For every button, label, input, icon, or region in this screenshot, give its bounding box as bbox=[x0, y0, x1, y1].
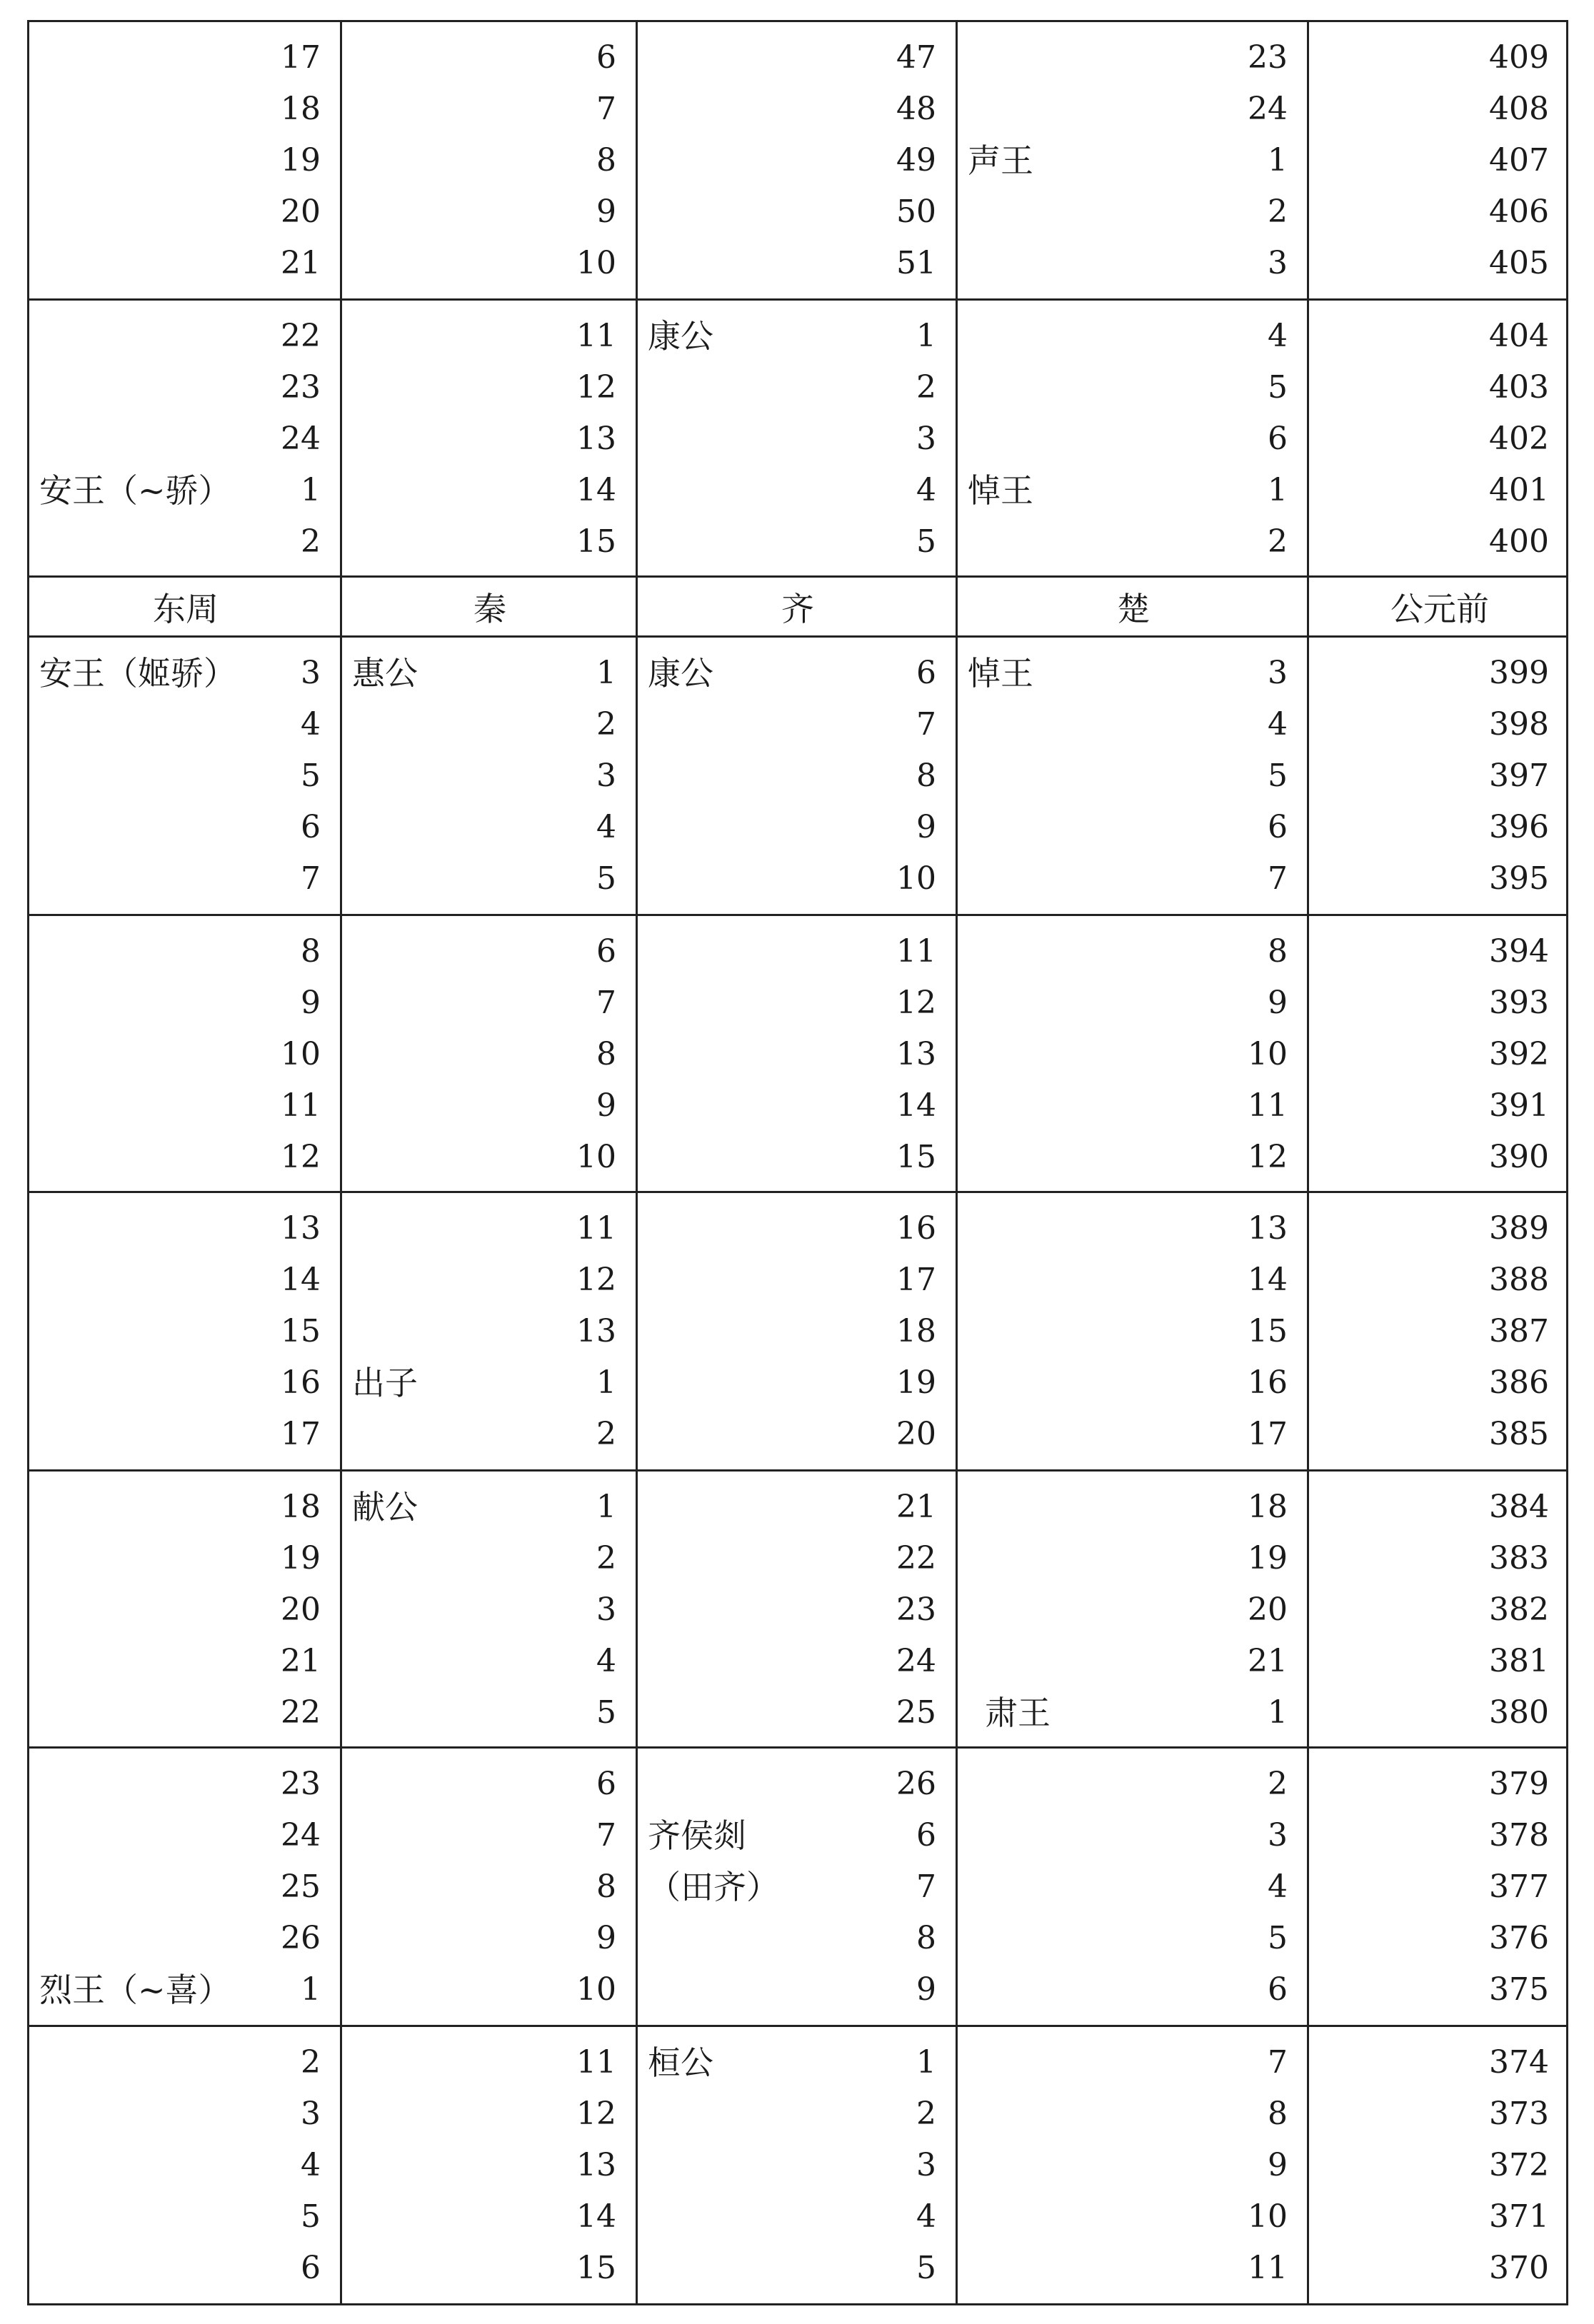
reign-year-cell: 1 bbox=[301, 472, 321, 508]
column-divider bbox=[1307, 1749, 1309, 2025]
bce-year-cell: 398 bbox=[1489, 706, 1549, 743]
bce-year-cell: 376 bbox=[1489, 1920, 1549, 1956]
bce-year-cell: 373 bbox=[1489, 2096, 1549, 2132]
reign-year-cell: 10 bbox=[576, 245, 616, 281]
bce-year-cell: 395 bbox=[1489, 860, 1549, 897]
reign-year-cell: 14 bbox=[1248, 1262, 1288, 1298]
reign-year-cell: 2 bbox=[596, 1416, 616, 1452]
reign-year-cell: 24 bbox=[896, 1643, 936, 1679]
bce-year-cell: 404 bbox=[1489, 318, 1549, 354]
column-divider bbox=[340, 1193, 342, 1469]
column-divider bbox=[636, 1472, 638, 1746]
reign-year-cell: 8 bbox=[596, 1868, 616, 1905]
reign-year-cell: 8 bbox=[1268, 2096, 1288, 2132]
reign-year-cell: 5 bbox=[1268, 758, 1288, 794]
reign-year-cell: 13 bbox=[576, 421, 616, 457]
reign-year-cell: 11 bbox=[1248, 1087, 1288, 1124]
reign-year-cell: 9 bbox=[916, 1971, 936, 2008]
column-divider bbox=[636, 638, 638, 914]
reign-year-cell: 12 bbox=[281, 1139, 321, 1175]
reign-year-cell: 5 bbox=[596, 860, 616, 897]
bce-year-cell: 386 bbox=[1489, 1364, 1549, 1401]
reign-year-cell: 11 bbox=[576, 1210, 616, 1247]
column-divider bbox=[340, 916, 342, 1191]
table-row-group bbox=[27, 914, 1568, 1193]
reign-year-cell: 14 bbox=[576, 472, 616, 508]
bce-year-cell: 399 bbox=[1489, 655, 1549, 691]
reign-name-label: 悼王 bbox=[968, 471, 1033, 510]
reign-year-cell: 1 bbox=[916, 318, 936, 354]
reign-year-cell: 7 bbox=[1268, 860, 1288, 897]
bce-year-cell: 374 bbox=[1489, 2044, 1549, 2081]
reign-name-label: （田齐） bbox=[648, 1868, 779, 1906]
bce-year-cell: 408 bbox=[1489, 91, 1549, 127]
reign-year-cell: 11 bbox=[576, 2044, 616, 2081]
reign-year-cell: 6 bbox=[596, 1766, 616, 1802]
reign-year-cell: 17 bbox=[896, 1262, 936, 1298]
reign-year-cell: 13 bbox=[576, 1313, 616, 1349]
reign-year-cell: 23 bbox=[281, 369, 321, 406]
bce-year-cell: 391 bbox=[1489, 1087, 1549, 1124]
reign-year-cell: 9 bbox=[916, 809, 936, 845]
reign-year-cell: 5 bbox=[596, 1694, 616, 1731]
reign-year-cell: 13 bbox=[896, 1036, 936, 1072]
column-divider bbox=[956, 916, 958, 1191]
table-row-group bbox=[27, 1746, 1568, 2027]
reign-year-cell: 1 bbox=[1268, 142, 1288, 178]
reign-year-cell: 6 bbox=[596, 933, 616, 970]
reign-year-cell: 1 bbox=[301, 1971, 321, 2008]
reign-year-cell: 19 bbox=[281, 1540, 321, 1576]
reign-name-label: 烈王（~喜） bbox=[39, 1971, 231, 2009]
reign-year-cell: 3 bbox=[596, 758, 616, 794]
reign-year-cell: 48 bbox=[896, 91, 936, 127]
reign-year-cell: 20 bbox=[896, 1416, 936, 1452]
reign-year-cell: 6 bbox=[1268, 809, 1288, 845]
reign-year-cell: 6 bbox=[916, 1817, 936, 1853]
bce-year-cell: 387 bbox=[1489, 1313, 1549, 1349]
reign-year-cell: 18 bbox=[896, 1313, 936, 1349]
reign-year-cell: 23 bbox=[896, 1591, 936, 1628]
column-divider bbox=[1307, 638, 1309, 914]
reign-year-cell: 8 bbox=[596, 1036, 616, 1072]
reign-year-cell: 6 bbox=[301, 2250, 321, 2286]
reign-year-cell: 12 bbox=[576, 1262, 616, 1298]
reign-year-cell: 4 bbox=[916, 2198, 936, 2235]
reign-year-cell: 26 bbox=[281, 1920, 321, 1956]
reign-name-label: 出子 bbox=[352, 1364, 418, 1402]
reign-year-cell: 3 bbox=[916, 2147, 936, 2183]
reign-year-cell: 6 bbox=[1268, 421, 1288, 457]
reign-name-label: 安王（姬骄） bbox=[39, 654, 236, 693]
bce-year-cell: 379 bbox=[1489, 1766, 1549, 1802]
reign-name-label: 肃王 bbox=[985, 1694, 1051, 1732]
reign-year-cell: 8 bbox=[301, 933, 321, 970]
reign-year-cell: 11 bbox=[896, 933, 936, 970]
reign-year-cell: 7 bbox=[596, 985, 616, 1021]
reign-year-cell: 21 bbox=[896, 1489, 936, 1525]
bce-year-cell: 401 bbox=[1489, 472, 1549, 508]
reign-year-cell: 5 bbox=[1268, 369, 1288, 406]
reign-year-cell: 10 bbox=[576, 1971, 616, 2008]
reign-year-cell: 12 bbox=[576, 369, 616, 406]
reign-year-cell: 24 bbox=[1248, 91, 1288, 127]
reign-year-cell: 2 bbox=[301, 2044, 321, 2081]
reign-year-cell: 11 bbox=[576, 318, 616, 354]
reign-year-cell: 1 bbox=[1268, 472, 1288, 508]
bce-year-cell: 370 bbox=[1489, 2250, 1549, 2286]
column-divider bbox=[340, 1472, 342, 1746]
reign-year-cell: 3 bbox=[1268, 655, 1288, 691]
reign-year-cell: 13 bbox=[576, 2147, 616, 2183]
reign-year-cell: 1 bbox=[596, 1489, 616, 1525]
reign-year-cell: 1 bbox=[1268, 1694, 1288, 1731]
bce-year-cell: 384 bbox=[1489, 1489, 1549, 1525]
reign-year-cell: 8 bbox=[916, 1920, 936, 1956]
bce-year-cell: 389 bbox=[1489, 1210, 1549, 1247]
reign-year-cell: 22 bbox=[281, 1694, 321, 1731]
column-divider bbox=[636, 22, 638, 298]
reign-name-label: 悼王 bbox=[968, 654, 1033, 693]
reign-year-cell: 3 bbox=[1268, 245, 1288, 281]
table-row-group bbox=[27, 1191, 1568, 1472]
column-divider bbox=[1307, 1472, 1309, 1746]
reign-year-cell: 8 bbox=[916, 758, 936, 794]
reign-year-cell: 19 bbox=[1248, 1540, 1288, 1576]
table-row-group bbox=[27, 2025, 1568, 2305]
column-divider bbox=[1307, 916, 1309, 1191]
reign-year-cell: 9 bbox=[596, 193, 616, 230]
reign-year-cell: 4 bbox=[916, 472, 936, 508]
reign-year-cell: 20 bbox=[281, 1591, 321, 1628]
reign-year-cell: 23 bbox=[1248, 39, 1288, 76]
reign-year-cell: 16 bbox=[281, 1364, 321, 1401]
reign-name-label: 康公 bbox=[648, 317, 713, 356]
reign-year-cell: 13 bbox=[281, 1210, 321, 1247]
reign-year-cell: 14 bbox=[896, 1087, 936, 1124]
reign-year-cell: 3 bbox=[916, 421, 936, 457]
reign-year-cell: 7 bbox=[301, 860, 321, 897]
bce-year-cell: 403 bbox=[1489, 369, 1549, 406]
reign-year-cell: 2 bbox=[301, 523, 321, 560]
bce-year-cell: 396 bbox=[1489, 809, 1549, 845]
table-row-group bbox=[27, 20, 1568, 301]
column-divider bbox=[1307, 301, 1309, 575]
bce-year-cell: 382 bbox=[1489, 1591, 1549, 1628]
bce-year-cell: 394 bbox=[1489, 933, 1549, 970]
bce-year-cell: 380 bbox=[1489, 1694, 1549, 1731]
column-divider bbox=[636, 2027, 638, 2303]
reign-year-cell: 10 bbox=[1248, 1036, 1288, 1072]
reign-year-cell: 15 bbox=[281, 1313, 321, 1349]
reign-year-cell: 9 bbox=[1268, 985, 1288, 1021]
reign-year-cell: 22 bbox=[896, 1540, 936, 1576]
reign-year-cell: 18 bbox=[281, 91, 321, 127]
reign-name-label: 康公 bbox=[648, 654, 713, 693]
reign-name-label: 声王 bbox=[968, 141, 1033, 180]
column-divider bbox=[956, 1472, 958, 1746]
reign-year-cell: 11 bbox=[281, 1087, 321, 1124]
bce-year-cell: 390 bbox=[1489, 1139, 1549, 1175]
reign-year-cell: 1 bbox=[916, 2044, 936, 2081]
bce-year-cell: 375 bbox=[1489, 1971, 1549, 2008]
reign-year-cell: 25 bbox=[281, 1868, 321, 1905]
reign-name-label: 安王（~骄） bbox=[39, 471, 231, 510]
reign-year-cell: 23 bbox=[281, 1766, 321, 1802]
reign-year-cell: 12 bbox=[1248, 1139, 1288, 1175]
reign-year-cell: 6 bbox=[596, 39, 616, 76]
reign-name-label: 齐侯剡 bbox=[648, 1816, 746, 1855]
reign-year-cell: 9 bbox=[596, 1920, 616, 1956]
reign-name-label: 惠公 bbox=[352, 654, 418, 693]
column-divider bbox=[636, 916, 638, 1191]
bce-year-cell: 385 bbox=[1489, 1416, 1549, 1452]
reign-year-cell: 17 bbox=[281, 1416, 321, 1452]
reign-year-cell: 17 bbox=[1248, 1416, 1288, 1452]
reign-year-cell: 18 bbox=[1248, 1489, 1288, 1525]
reign-year-cell: 6 bbox=[916, 655, 936, 691]
table-row-group bbox=[27, 635, 1568, 916]
reign-year-cell: 4 bbox=[301, 706, 321, 743]
reign-year-cell: 15 bbox=[896, 1139, 936, 1175]
column-divider bbox=[636, 1193, 638, 1469]
reign-year-cell: 2 bbox=[1268, 523, 1288, 560]
reign-year-cell: 16 bbox=[896, 1210, 936, 1247]
column-divider bbox=[1307, 22, 1309, 298]
bce-year-cell: 407 bbox=[1489, 142, 1549, 178]
reign-year-cell: 19 bbox=[281, 142, 321, 178]
reign-year-cell: 18 bbox=[281, 1489, 321, 1525]
reign-year-cell: 5 bbox=[301, 2198, 321, 2235]
reign-year-cell: 21 bbox=[281, 1643, 321, 1679]
reign-year-cell: 7 bbox=[596, 91, 616, 127]
reign-year-cell: 16 bbox=[1248, 1364, 1288, 1401]
reign-year-cell: 25 bbox=[896, 1694, 936, 1731]
column-divider bbox=[956, 22, 958, 298]
reign-year-cell: 4 bbox=[1268, 1868, 1288, 1905]
reign-year-cell: 4 bbox=[301, 2147, 321, 2183]
bce-year-cell: 393 bbox=[1489, 985, 1549, 1021]
reign-year-cell: 3 bbox=[1268, 1817, 1288, 1853]
reign-year-cell: 21 bbox=[281, 245, 321, 281]
reign-year-cell: 6 bbox=[1268, 1971, 1288, 2008]
bce-year-cell: 392 bbox=[1489, 1036, 1549, 1072]
reign-year-cell: 2 bbox=[596, 706, 616, 743]
reign-year-cell: 6 bbox=[301, 809, 321, 845]
reign-year-cell: 10 bbox=[576, 1139, 616, 1175]
column-divider bbox=[340, 301, 342, 575]
column-divider bbox=[956, 1193, 958, 1469]
bce-year-cell: 377 bbox=[1489, 1868, 1549, 1905]
column-header: 秦 bbox=[473, 589, 506, 628]
reign-year-cell: 22 bbox=[281, 318, 321, 354]
column-header: 齐 bbox=[781, 589, 814, 628]
bce-year-cell: 406 bbox=[1489, 193, 1549, 230]
column-header: 公元前 bbox=[1390, 589, 1489, 628]
column-divider bbox=[340, 638, 342, 914]
reign-year-cell: 15 bbox=[576, 523, 616, 560]
reign-year-cell: 5 bbox=[1268, 1920, 1288, 1956]
column-divider bbox=[956, 1749, 958, 2025]
bce-year-cell: 405 bbox=[1489, 245, 1549, 281]
reign-year-cell: 8 bbox=[596, 142, 616, 178]
table-header-row bbox=[27, 575, 1568, 638]
reign-year-cell: 4 bbox=[1268, 706, 1288, 743]
column-header: 楚 bbox=[1117, 589, 1150, 628]
reign-year-cell: 9 bbox=[596, 1087, 616, 1124]
reign-year-cell: 10 bbox=[1248, 2198, 1288, 2235]
column-divider bbox=[1307, 1193, 1309, 1469]
reign-year-cell: 2 bbox=[1268, 1766, 1288, 1802]
reign-year-cell: 5 bbox=[301, 758, 321, 794]
column-divider bbox=[636, 301, 638, 575]
reign-year-cell: 51 bbox=[896, 245, 936, 281]
column-divider bbox=[956, 2027, 958, 2303]
bce-year-cell: 371 bbox=[1489, 2198, 1549, 2235]
reign-name-label: 桓公 bbox=[648, 2043, 713, 2082]
reign-year-cell: 3 bbox=[596, 1591, 616, 1628]
reign-year-cell: 7 bbox=[916, 1868, 936, 1905]
column-divider bbox=[340, 1749, 342, 2025]
reign-name-label: 献公 bbox=[352, 1488, 418, 1526]
reign-year-cell: 5 bbox=[916, 2250, 936, 2286]
reign-year-cell: 7 bbox=[1268, 2044, 1288, 2081]
reign-year-cell: 7 bbox=[596, 1817, 616, 1853]
reign-year-cell: 13 bbox=[1248, 1210, 1288, 1247]
bce-year-cell: 381 bbox=[1489, 1643, 1549, 1679]
reign-year-cell: 20 bbox=[281, 193, 321, 230]
reign-year-cell: 19 bbox=[896, 1364, 936, 1401]
reign-year-cell: 26 bbox=[896, 1766, 936, 1802]
reign-year-cell: 11 bbox=[1248, 2250, 1288, 2286]
bce-year-cell: 409 bbox=[1489, 39, 1549, 76]
reign-year-cell: 8 bbox=[1268, 933, 1288, 970]
reign-year-cell: 7 bbox=[916, 706, 936, 743]
reign-year-cell: 24 bbox=[281, 421, 321, 457]
reign-year-cell: 12 bbox=[576, 2096, 616, 2132]
column-divider bbox=[340, 2027, 342, 2303]
column-header: 东周 bbox=[153, 589, 219, 628]
column-divider bbox=[636, 1749, 638, 2025]
column-divider bbox=[340, 22, 342, 298]
reign-year-cell: 4 bbox=[596, 1643, 616, 1679]
bce-year-cell: 372 bbox=[1489, 2147, 1549, 2183]
reign-year-cell: 20 bbox=[1248, 1591, 1288, 1628]
reign-year-cell: 10 bbox=[281, 1036, 321, 1072]
reign-year-cell: 14 bbox=[281, 1262, 321, 1298]
reign-year-cell: 15 bbox=[1248, 1313, 1288, 1349]
column-divider bbox=[956, 638, 958, 914]
reign-year-cell: 17 bbox=[281, 39, 321, 76]
reign-year-cell: 2 bbox=[916, 2096, 936, 2132]
reign-year-cell: 9 bbox=[301, 985, 321, 1021]
reign-year-cell: 1 bbox=[596, 1364, 616, 1401]
table-row-group bbox=[27, 298, 1568, 578]
reign-year-cell: 14 bbox=[576, 2198, 616, 2235]
column-divider bbox=[1307, 2027, 1309, 2303]
reign-year-cell: 50 bbox=[896, 193, 936, 230]
bce-year-cell: 402 bbox=[1489, 421, 1549, 457]
reign-year-cell: 4 bbox=[596, 809, 616, 845]
reign-year-cell: 2 bbox=[916, 369, 936, 406]
reign-year-cell: 12 bbox=[896, 985, 936, 1021]
reign-year-cell: 9 bbox=[1268, 2147, 1288, 2183]
reign-year-cell: 5 bbox=[916, 523, 936, 560]
reign-year-cell: 47 bbox=[896, 39, 936, 76]
bce-year-cell: 397 bbox=[1489, 758, 1549, 794]
reign-year-cell: 15 bbox=[576, 2250, 616, 2286]
reign-year-cell: 24 bbox=[281, 1817, 321, 1853]
bce-year-cell: 400 bbox=[1489, 523, 1549, 560]
reign-year-cell: 3 bbox=[301, 655, 321, 691]
table-row-group bbox=[27, 1469, 1568, 1749]
reign-year-cell: 10 bbox=[896, 860, 936, 897]
reign-year-cell: 21 bbox=[1248, 1643, 1288, 1679]
bce-year-cell: 383 bbox=[1489, 1540, 1549, 1576]
bce-year-cell: 378 bbox=[1489, 1817, 1549, 1853]
reign-year-cell: 2 bbox=[1268, 193, 1288, 230]
column-divider bbox=[956, 301, 958, 575]
reign-year-cell: 2 bbox=[596, 1540, 616, 1576]
reign-year-cell: 1 bbox=[596, 655, 616, 691]
reign-year-cell: 4 bbox=[1268, 318, 1288, 354]
bce-year-cell: 388 bbox=[1489, 1262, 1549, 1298]
reign-year-cell: 3 bbox=[301, 2096, 321, 2132]
reign-year-cell: 49 bbox=[896, 142, 936, 178]
